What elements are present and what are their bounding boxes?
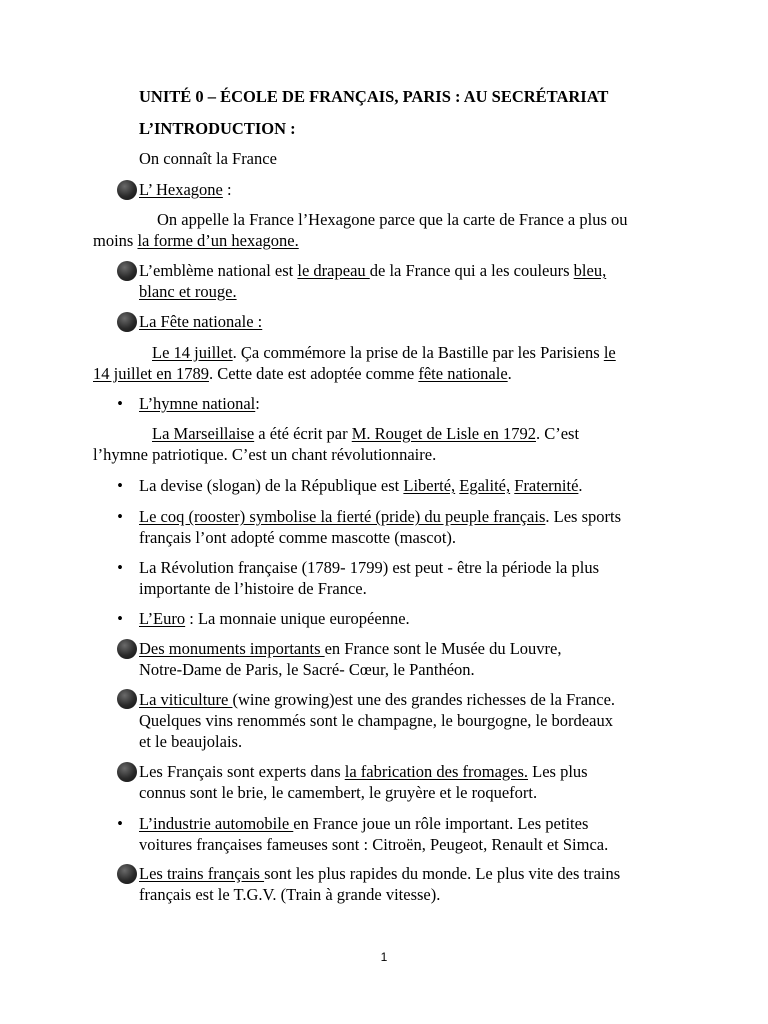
hexagone-label: L’ Hexagone	[139, 180, 223, 199]
round-bullet-icon	[117, 639, 137, 659]
revolution-text-line2: importante de l’histoire de France.	[139, 579, 367, 598]
devise-egalite: Egalité,	[459, 476, 511, 495]
viticulture-text: (wine growing)est une des grandes richesses de la France.	[232, 690, 616, 709]
round-bullet-icon	[117, 762, 137, 782]
automobile-text: en France joue un rôle important. Les petites	[293, 814, 589, 833]
bullet-icon: •	[117, 476, 123, 495]
euro-label: L’Euro	[139, 609, 186, 628]
automobile-label: L’industrie automobile	[139, 814, 294, 833]
fete-underlined-fete: fête nationale	[418, 364, 508, 383]
monuments-text: en France sont le Musée du Louvre,	[324, 639, 562, 658]
round-bullet-icon	[117, 689, 137, 709]
trains-text-line2: français est le T.G.V. (Train à grande vitesse).	[139, 885, 441, 904]
hymne-underlined-author: M. Rouget de Lisle en 1792	[351, 424, 536, 443]
embleme-text-mid: de la France qui a les couleurs	[369, 261, 574, 280]
fete-heading	[139, 311, 699, 332]
coq-text-line2: français l’ont adopté comme mascotte (mascot).	[139, 528, 457, 547]
monuments-text-line2: Notre-Dame de Paris, le Sacré- Cœur, le Panthéon.	[139, 660, 475, 679]
devise-text: La devise (slogan) de la République est	[139, 476, 404, 495]
devise-fraternite: Fraternité	[514, 476, 579, 495]
fete-date: Le 14 juillet	[152, 343, 233, 362]
fete-underlined-le: le	[603, 343, 616, 362]
fete-label: La Fête nationale :	[139, 312, 263, 331]
hexagone-paragraph	[93, 209, 683, 251]
fete-text: . Ça commémore la prise de la Bastille par les Parisiens	[232, 343, 604, 362]
hymne-heading	[139, 393, 699, 414]
coq-underlined-text: Le coq (rooster) symbolise la fierté (pride) du peuple français	[139, 507, 546, 526]
fromages-item	[139, 761, 699, 803]
hymne-text: a été écrit par	[254, 424, 352, 443]
fete-underlined-date: 14 juillet en 1789	[93, 364, 209, 383]
embleme-underlined-colors: blanc et rouge.	[139, 282, 237, 301]
trains-item	[139, 863, 699, 905]
coq-item	[139, 506, 699, 548]
fete-paragraph	[93, 342, 683, 384]
embleme-item	[139, 260, 699, 302]
section-subtitle: On connaît la France	[139, 149, 277, 168]
bullet-icon: •	[117, 814, 123, 833]
trains-label: Les trains français	[139, 864, 265, 883]
hexagone-text-prefix: moins	[93, 231, 138, 250]
hymne-label-colon: :	[255, 394, 260, 413]
round-bullet-icon	[117, 312, 137, 332]
viticulture-text-line2: Quelques vins renommés sont le champagne, le bourgogne, le bordeaux	[139, 711, 613, 730]
fete-period: .	[507, 364, 512, 383]
fromages-text-end: Les plus	[528, 762, 588, 781]
hymne-text-end: . C’est	[535, 424, 580, 443]
hymne-paragraph	[93, 423, 683, 465]
embleme-text: L’emblème national est	[139, 261, 298, 280]
hymne-label: L’hymne national	[139, 394, 256, 413]
bullet-icon: •	[117, 609, 123, 628]
viticulture-item	[139, 689, 699, 752]
viticulture-text-line3: et le beaujolais.	[139, 732, 243, 751]
bullet-icon: •	[117, 558, 123, 577]
euro-text: : La monnaie unique européenne.	[185, 609, 410, 628]
fromages-text: Les Français sont experts dans	[139, 762, 345, 781]
automobile-item	[139, 813, 699, 855]
devise-item	[139, 475, 699, 496]
revolution-item	[139, 557, 699, 599]
bullet-icon: •	[117, 507, 123, 526]
coq-text-end: . Les sports	[545, 507, 622, 526]
hymne-underlined-title: La Marseillaise	[152, 424, 255, 443]
page-number: 1	[380, 950, 388, 964]
fromages-underlined-text: la fabrication des fromages.	[344, 762, 529, 781]
fromages-text-line2: connus sont le brie, le camembert, le gruyère et le roquefort.	[139, 783, 538, 802]
embleme-underlined-flag: le drapeau	[297, 261, 370, 280]
round-bullet-icon	[117, 180, 137, 200]
hymne-text-line2: l’hymne patriotique. C’est un chant révolutionnaire.	[93, 445, 437, 464]
trains-text: sont les plus rapides du monde. Le plus vite des trains	[264, 864, 621, 883]
euro-item	[139, 608, 699, 629]
automobile-text-line2: voitures françaises fameuses sont : Citroën, Peugeot, Renault et Simca.	[139, 835, 609, 854]
monuments-label: Des monuments importants	[139, 639, 325, 658]
hexagone-text-line: On appelle la France l’Hexagone parce que la carte de France a plus ou	[157, 210, 628, 229]
devise-period: .	[578, 476, 583, 495]
devise-liberte: Liberté,	[403, 476, 456, 495]
round-bullet-icon	[117, 864, 137, 884]
hexagone-label-colon: :	[222, 180, 232, 199]
hexagone-heading	[139, 179, 699, 200]
fete-text-mid: . Cette date est adoptée comme	[208, 364, 419, 383]
round-bullet-icon	[117, 261, 137, 281]
hexagone-underlined-text: la forme d’un hexagone.	[137, 231, 299, 250]
viticulture-label: La viticulture	[139, 690, 233, 709]
embleme-underlined-color: bleu,	[573, 261, 607, 280]
monuments-item	[139, 638, 699, 680]
section-heading: L’INTRODUCTION :	[139, 119, 296, 138]
bullet-icon: •	[117, 394, 123, 413]
revolution-text-line1: La Révolution française (1789- 1799) est peut - être la période la plus	[139, 558, 600, 577]
page-title: UNITÉ 0 – ÉCOLE DE FRANÇAIS, PARIS : AU SECRÉTARIAT	[139, 87, 609, 106]
